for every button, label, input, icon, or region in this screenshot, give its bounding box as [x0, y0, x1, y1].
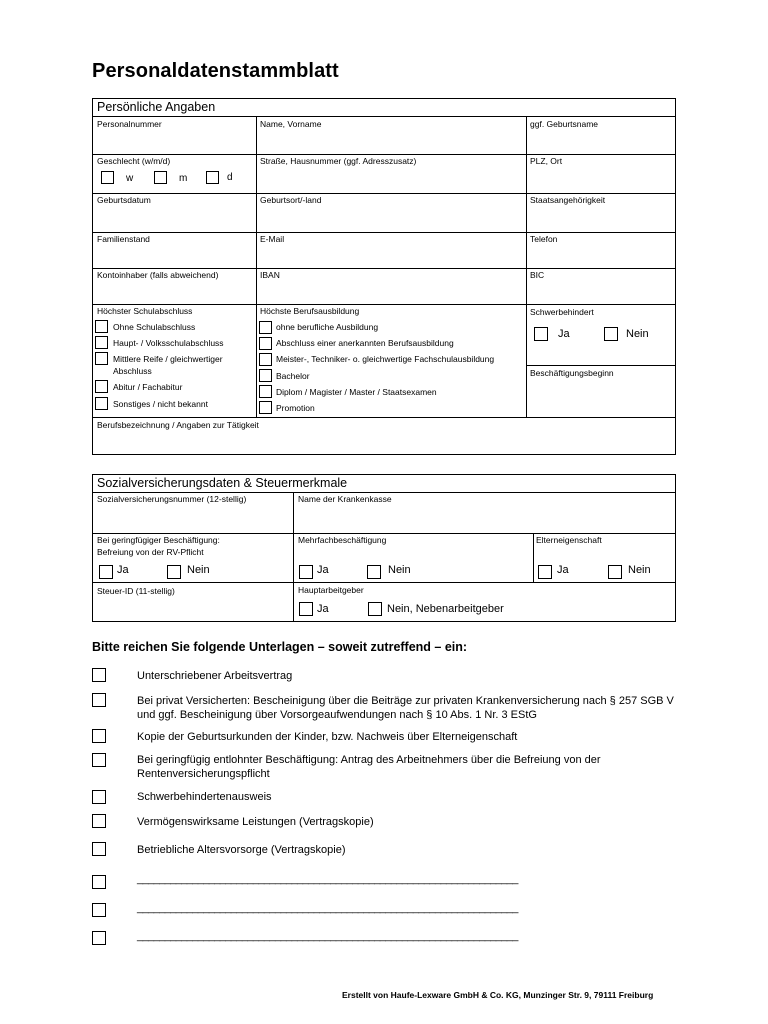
field-label-staatsangehoerigkeit: Staatsangehörigkeit — [530, 195, 606, 205]
mehrfach-ja-label: Ja — [317, 564, 329, 576]
document-5-label: Schwerbehindertenausweis — [137, 791, 272, 803]
document-7-checkbox[interactable] — [92, 842, 106, 856]
section-heading-social: Sozialversicherungsdaten & Steuermerkmale — [97, 476, 348, 490]
gender-w-checkbox[interactable] — [101, 171, 114, 184]
training-option-6-label: Promotion — [276, 403, 315, 413]
eltern-nein-checkbox[interactable] — [608, 565, 622, 579]
footer-credit: Erstellt von Haufe-Lexware GmbH & Co. KG, Munzinger Str. 9, 79111 Freiburg — [342, 990, 654, 1000]
field-label-kontoinhaber: Kontoinhaber (falls abweichend) — [97, 270, 219, 280]
school-option-5-label: Sonstiges / nicht bekannt — [113, 399, 208, 409]
field-label-svnr: Sozialversicherungsnummer (12-stellig) — [97, 494, 247, 504]
page-title: Personaldatenstammblatt — [92, 60, 339, 82]
hauptarbeitgeber-ja-checkbox[interactable] — [299, 602, 313, 616]
field-label-berufsausbildung: Höchste Berufsausbildung — [260, 306, 360, 316]
schwerbehindert-nein-label: Nein — [626, 328, 649, 340]
blank-document-2-line: _____________________________________________________________________ — [137, 902, 518, 914]
schwerbehindert-nein-checkbox[interactable] — [604, 327, 618, 341]
section-heading-personal: Persönliche Angaben — [97, 100, 216, 114]
schwerbehindert-ja-label: Ja — [558, 328, 570, 340]
training-option-4-label: Bachelor — [276, 371, 310, 381]
school-option-2-checkbox[interactable] — [95, 336, 108, 349]
eltern-ja-checkbox[interactable] — [538, 565, 552, 579]
training-option-2-checkbox[interactable] — [259, 337, 272, 350]
school-option-4-label: Abitur / Fachabitur — [113, 382, 183, 392]
field-label-schulabschluss: Höchster Schulabschluss — [97, 306, 193, 316]
hauptarbeitgeber-nein-label: Nein, Nebenarbeitgeber — [387, 603, 504, 615]
documents-heading: Bitte reichen Sie folgende Unterlagen – soweit zutreffend – ein: — [92, 640, 468, 654]
document-4-checkbox[interactable] — [92, 753, 106, 767]
school-option-3-label: Mittlere Reife / gleichwertiger — [113, 354, 223, 364]
field-label-berufsbezeichnung: Berufsbezeichnung / Angaben zur Tätigkeit — [97, 420, 259, 430]
document-3-checkbox[interactable] — [92, 729, 106, 743]
school-option-5-checkbox[interactable] — [95, 397, 108, 410]
field-label-eltern: Elterneigenschaft — [536, 535, 602, 545]
school-option-1-label: Ohne Schulabschluss — [113, 322, 196, 332]
training-option-3-checkbox[interactable] — [259, 353, 272, 366]
field-label-geringfuegig-cont: Befreiung von der RV-Pflicht — [97, 547, 204, 557]
school-option-3-checkbox[interactable] — [95, 352, 108, 365]
document-5-checkbox[interactable] — [92, 790, 106, 804]
field-label-beschaeftigungsbeginn: Beschäftigungsbeginn — [530, 368, 614, 378]
eltern-nein-label: Nein — [628, 564, 651, 576]
document-4-label: Bei geringfügig entlohnter Beschäftigung: Antrag des Arbeitnehmers über die Befreiung von der Rentenversicherungspflicht — [137, 754, 601, 780]
field-label-familienstand: Familienstand — [97, 234, 150, 244]
personal-data-section — [92, 98, 676, 455]
blank-document-3-line: _____________________________________________________________________ — [137, 930, 518, 942]
training-option-3-label: Meister-, Techniker- o. gleichwertige Fachschulausbildung — [276, 354, 495, 364]
field-label-personalnummer: Personalnummer — [97, 119, 162, 129]
field-label-hauptarbeitgeber: Hauptarbeitgeber — [298, 585, 364, 595]
field-label-iban: IBAN — [260, 270, 280, 280]
school-option-1-checkbox[interactable] — [95, 320, 108, 333]
mehrfach-ja-checkbox[interactable] — [299, 565, 313, 579]
blank-document-3-checkbox[interactable] — [92, 931, 106, 945]
rv-befreiung-ja-label: Ja — [117, 564, 129, 576]
training-option-5-checkbox[interactable] — [259, 385, 272, 398]
field-label-geringfuegig: Bei geringfügiger Beschäftigung: — [97, 535, 220, 545]
rv-befreiung-nein-checkbox[interactable] — [167, 565, 181, 579]
blank-document-2-checkbox[interactable] — [92, 903, 106, 917]
school-option-4-checkbox[interactable] — [95, 380, 108, 393]
field-label-bic: BIC — [530, 270, 545, 280]
blank-document-1-checkbox[interactable] — [92, 875, 106, 889]
field-label-schwerbehindert: Schwerbehindert — [530, 307, 594, 317]
field-label-geburtsort: Geburtsort/-land — [260, 195, 322, 205]
gender-d-checkbox[interactable] — [206, 171, 219, 184]
school-option-2-label: Haupt- / Volksschulabschluss — [113, 338, 224, 348]
hauptarbeitgeber-nein-checkbox[interactable] — [368, 602, 382, 616]
document-2-label: Bei privat Versicherten: Bescheinigung über die Beiträge zur privaten Krankenversicherung nach § 257 SGB V und ggf. Bescheinigung über Vorsorgeaufwendungen nach § 10 Abs. 1 Nr. 3 EStG — [137, 695, 674, 721]
field-label-strasse: Straße, Hausnummer (ggf. Adresszusatz) — [260, 156, 417, 166]
rv-befreiung-ja-checkbox[interactable] — [99, 565, 113, 579]
school-option-3-label-cont: Abschluss — [113, 366, 152, 376]
blank-document-1-line: _____________________________________________________________________ — [137, 873, 518, 885]
training-option-2-label: Abschluss einer anerkannten Berufsausbildung — [276, 338, 454, 348]
eltern-ja-label: Ja — [557, 564, 569, 576]
document-6-label: Vermögenswirksame Leistungen (Vertragskopie) — [137, 816, 374, 828]
field-label-geschlecht: Geschlecht (w/m/d) — [97, 156, 171, 166]
field-label-krankenkasse: Name der Krankenkasse — [298, 494, 392, 504]
gender-d-label: d — [227, 172, 233, 183]
training-option-4-checkbox[interactable] — [259, 369, 272, 382]
document-1-label: Unterschriebener Arbeitsvertrag — [137, 670, 293, 682]
training-option-6-checkbox[interactable] — [259, 401, 272, 414]
document-7-label: Betriebliche Altersvorsorge (Vertragskopie) — [137, 844, 346, 856]
hauptarbeitgeber-ja-label: Ja — [317, 603, 329, 615]
document-2-checkbox[interactable] — [92, 693, 106, 707]
social-security-section — [92, 474, 676, 622]
mehrfach-nein-checkbox[interactable] — [367, 565, 381, 579]
document-6-checkbox[interactable] — [92, 814, 106, 828]
field-label-geburtsdatum: Geburtsdatum — [97, 195, 151, 205]
gender-m-label: m — [179, 173, 188, 184]
field-label-email: E-Mail — [260, 234, 285, 244]
gender-m-checkbox[interactable] — [154, 171, 167, 184]
training-option-1-label: ohne berufliche Ausbildung — [276, 322, 379, 332]
schwerbehindert-ja-checkbox[interactable] — [534, 327, 548, 341]
training-option-1-checkbox[interactable] — [259, 321, 272, 334]
document-1-checkbox[interactable] — [92, 668, 106, 682]
training-option-5-label: Diplom / Magister / Master / Staatsexamen — [276, 387, 437, 397]
field-label-mehrfach: Mehrfachbeschäftigung — [298, 535, 387, 545]
rv-befreiung-nein-label: Nein — [187, 564, 210, 576]
field-label-steuerid: Steuer-ID (11-stellig) — [97, 586, 175, 596]
field-label-geburtsname: ggf. Geburtsname — [530, 119, 599, 129]
field-label-telefon: Telefon — [530, 234, 558, 244]
field-label-plz: PLZ, Ort — [530, 156, 563, 166]
document-3-label: Kopie der Geburtsurkunden der Kinder, bzw. Nachweis über Elterneigenschaft — [137, 731, 518, 743]
field-label-name: Name, Vorname — [260, 119, 322, 129]
gender-w-label: w — [126, 173, 134, 184]
mehrfach-nein-label: Nein — [388, 564, 411, 576]
